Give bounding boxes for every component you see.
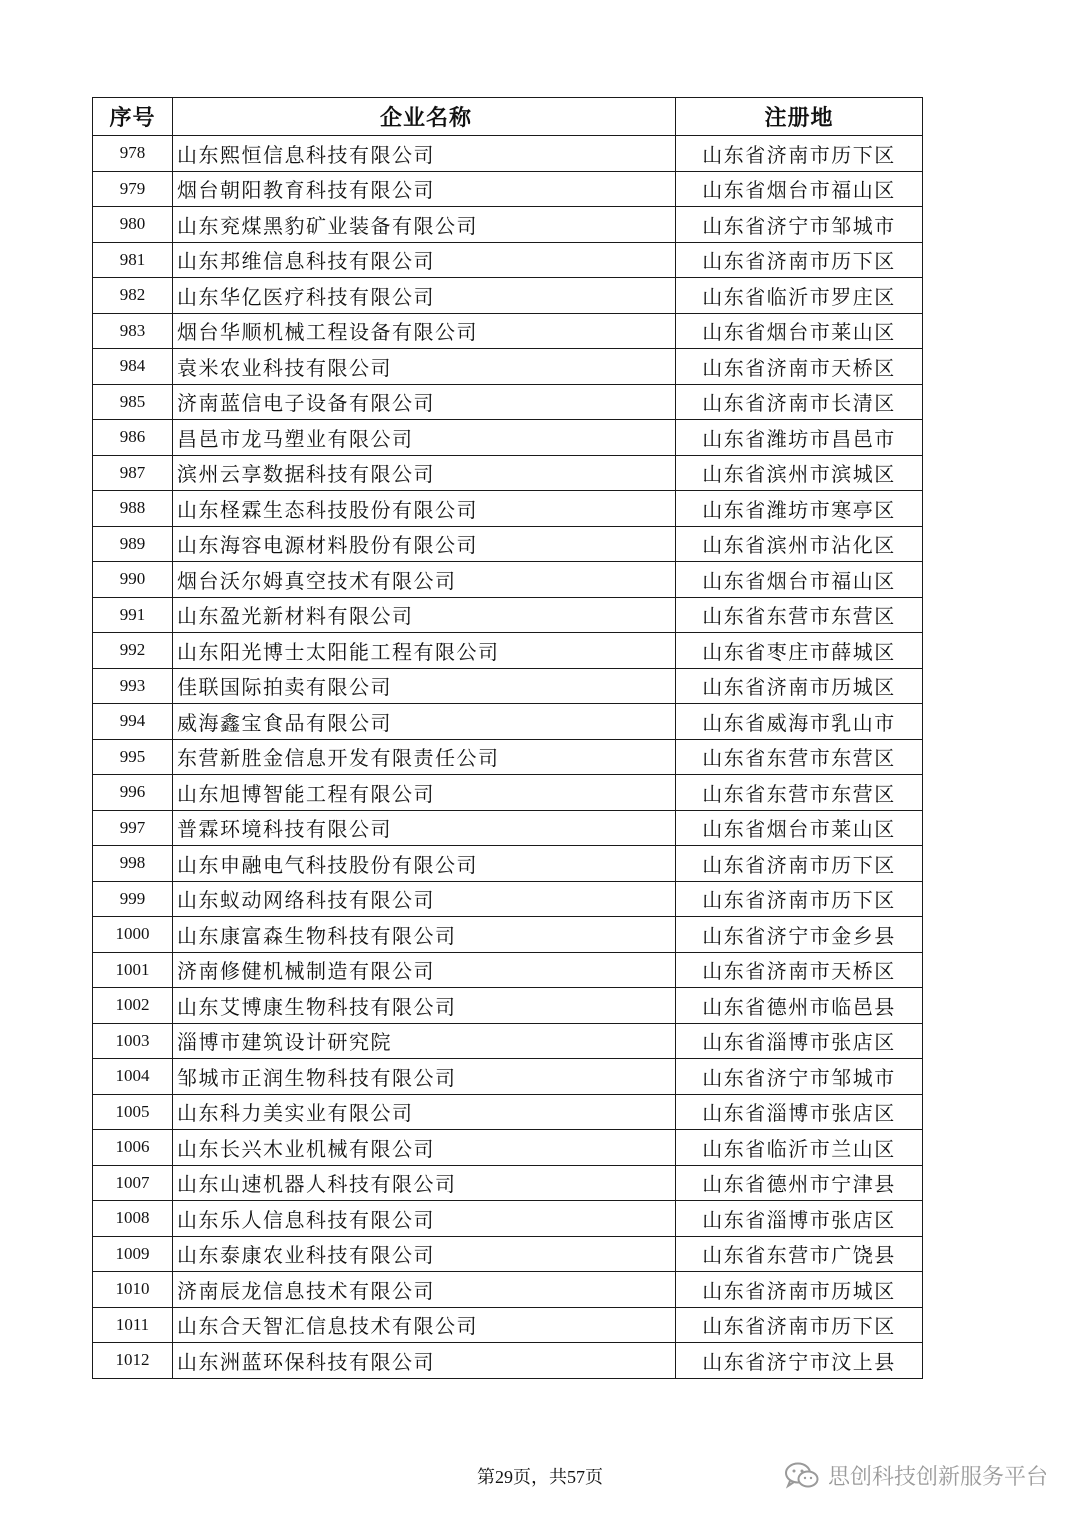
- company-name: 山东蚁动网络科技有限公司: [173, 881, 676, 917]
- company-name: 烟台沃尔姆真空技术有限公司: [173, 562, 676, 598]
- wechat-icon: [784, 1461, 820, 1491]
- company-name: 山东申融电气科技股份有限公司: [173, 846, 676, 882]
- company-name: 山东华亿医疗科技有限公司: [173, 278, 676, 314]
- registered-location: 山东省临沂市罗庄区: [676, 278, 923, 314]
- table-row: [93, 704, 923, 740]
- registered-location: 山东省淄博市张店区: [676, 1023, 923, 1059]
- company-name: 山东邦维信息科技有限公司: [173, 242, 676, 278]
- company-name: 滨州云享数据科技有限公司: [173, 455, 676, 491]
- row-index: 996: [93, 775, 173, 811]
- row-index: 1011: [93, 1307, 173, 1343]
- header-company-name: 企业名称: [173, 98, 676, 136]
- row-index: 992: [93, 633, 173, 669]
- row-index: 998: [93, 846, 173, 882]
- row-index: 985: [93, 384, 173, 420]
- registered-location: 山东省临沂市兰山区: [676, 1130, 923, 1166]
- table-row: [93, 1272, 923, 1308]
- company-name: 济南辰龙信息技术有限公司: [173, 1272, 676, 1308]
- registered-location: 山东省东营市广饶县: [676, 1236, 923, 1272]
- row-index: 995: [93, 739, 173, 775]
- row-index: 982: [93, 278, 173, 314]
- registered-location: 山东省枣庄市薛城区: [676, 633, 923, 669]
- table-row: [93, 207, 923, 243]
- row-index: 980: [93, 207, 173, 243]
- table-row: [93, 313, 923, 349]
- registered-location: 山东省烟台市莱山区: [676, 313, 923, 349]
- row-index: 988: [93, 491, 173, 527]
- row-index: 983: [93, 313, 173, 349]
- company-name: 山东阳光博士太阳能工程有限公司: [173, 633, 676, 669]
- row-index: 986: [93, 420, 173, 456]
- page-number: 第29页，共57页: [477, 1467, 603, 1487]
- row-index: 993: [93, 668, 173, 704]
- registered-location: 山东省济南市历下区: [676, 242, 923, 278]
- table-row: [93, 952, 923, 988]
- row-index: 981: [93, 242, 173, 278]
- table-row: [93, 384, 923, 420]
- table-row: [93, 739, 923, 775]
- registered-location: 山东省济宁市金乡县: [676, 917, 923, 953]
- registered-location: 山东省滨州市沾化区: [676, 526, 923, 562]
- table-row: [93, 846, 923, 882]
- registered-location: 山东省济宁市邹城市: [676, 207, 923, 243]
- row-index: 979: [93, 171, 173, 207]
- company-name: 山东艾博康生物科技有限公司: [173, 988, 676, 1024]
- row-index: 990: [93, 562, 173, 598]
- row-index: 991: [93, 597, 173, 633]
- table-row: [93, 597, 923, 633]
- registered-location: 山东省烟台市福山区: [676, 171, 923, 207]
- registered-location: 山东省济南市历下区: [676, 1307, 923, 1343]
- registered-location: 山东省淄博市张店区: [676, 1094, 923, 1130]
- registered-location: 山东省潍坊市寒亭区: [676, 491, 923, 527]
- table-row: [93, 1201, 923, 1237]
- row-index: 989: [93, 526, 173, 562]
- table-row: [93, 171, 923, 207]
- company-name: 昌邑市龙马塑业有限公司: [173, 420, 676, 456]
- row-index: 1009: [93, 1236, 173, 1272]
- table-row: [93, 1236, 923, 1272]
- registered-location: 山东省济南市长清区: [676, 384, 923, 420]
- registered-location: 山东省德州市临邑县: [676, 988, 923, 1024]
- table-row: [93, 810, 923, 846]
- registered-location: 山东省济南市天桥区: [676, 349, 923, 385]
- company-name: 山东洲蓝环保科技有限公司: [173, 1343, 676, 1379]
- table-row: [93, 1165, 923, 1201]
- registered-location: 山东省东营市东营区: [676, 597, 923, 633]
- registered-location: 山东省济南市历下区: [676, 136, 923, 172]
- table-row: [93, 988, 923, 1024]
- company-name: 山东旭博智能工程有限公司: [173, 775, 676, 811]
- table-row: [93, 455, 923, 491]
- header-registered-location: 注册地: [676, 98, 923, 136]
- company-name: 山东康富森生物科技有限公司: [173, 917, 676, 953]
- company-name: 山东乐人信息科技有限公司: [173, 1201, 676, 1237]
- table-row: [93, 668, 923, 704]
- registered-location: 山东省济宁市汶上县: [676, 1343, 923, 1379]
- watermark-text: 思创科技创新服务平台: [827, 1465, 1048, 1490]
- table-row: [93, 1059, 923, 1095]
- registered-location: 山东省济南市历城区: [676, 1272, 923, 1308]
- company-name: 山东兖煤黑豹矿业装备有限公司: [173, 207, 676, 243]
- company-name: 山东长兴木业机械有限公司: [173, 1130, 676, 1166]
- table-row: [93, 775, 923, 811]
- registered-location: 山东省德州市宁津县: [676, 1165, 923, 1201]
- row-index: 1008: [93, 1201, 173, 1237]
- registered-location: 山东省淄博市张店区: [676, 1201, 923, 1237]
- row-index: 1004: [93, 1059, 173, 1095]
- table-row: [93, 1094, 923, 1130]
- company-name: 济南蓝信电子设备有限公司: [173, 384, 676, 420]
- company-name: 山东海容电源材料股份有限公司: [173, 526, 676, 562]
- table-row: [93, 349, 923, 385]
- table-row: [93, 881, 923, 917]
- company-name: 山东柽霖生态科技股份有限公司: [173, 491, 676, 527]
- header-index: 序号: [93, 98, 173, 136]
- row-index: 1007: [93, 1165, 173, 1201]
- company-name: 山东合天智汇信息技术有限公司: [173, 1307, 676, 1343]
- registered-location: 山东省济宁市邹城市: [676, 1059, 923, 1095]
- table-row: [93, 1307, 923, 1343]
- row-index: 997: [93, 810, 173, 846]
- company-name: 山东山速机器人科技有限公司: [173, 1165, 676, 1201]
- row-index: 1000: [93, 917, 173, 953]
- company-name: 淄博市建筑设计研究院: [173, 1023, 676, 1059]
- row-index: 999: [93, 881, 173, 917]
- company-name: 山东科力美实业有限公司: [173, 1094, 676, 1130]
- table-row: [93, 420, 923, 456]
- row-index: 1006: [93, 1130, 173, 1166]
- table-header-row: [93, 98, 923, 136]
- company-name: 山东盈光新材料有限公司: [173, 597, 676, 633]
- registered-location: 山东省济南市天桥区: [676, 952, 923, 988]
- company-name: 普霖环境科技有限公司: [173, 810, 676, 846]
- company-name: 威海鑫宝食品有限公司: [173, 704, 676, 740]
- row-index: 1003: [93, 1023, 173, 1059]
- table-row: [93, 242, 923, 278]
- registered-location: 山东省东营市东营区: [676, 739, 923, 775]
- row-index: 994: [93, 704, 173, 740]
- table-row: [93, 1130, 923, 1166]
- company-name: 济南修健机械制造有限公司: [173, 952, 676, 988]
- table-row: [93, 1023, 923, 1059]
- table-row: [93, 491, 923, 527]
- row-index: 1001: [93, 952, 173, 988]
- company-table: [92, 97, 923, 1379]
- company-name: 山东熙恒信息科技有限公司: [173, 136, 676, 172]
- registered-location: 山东省济南市历下区: [676, 846, 923, 882]
- table-row: [93, 278, 923, 314]
- table-row: [93, 917, 923, 953]
- row-index: 984: [93, 349, 173, 385]
- registered-location: 山东省烟台市莱山区: [676, 810, 923, 846]
- registered-location: 山东省济南市历下区: [676, 881, 923, 917]
- company-name: 邹城市正润生物科技有限公司: [173, 1059, 676, 1095]
- registered-location: 山东省东营市东营区: [676, 775, 923, 811]
- company-name: 东营新胜金信息开发有限责任公司: [173, 739, 676, 775]
- row-index: 978: [93, 136, 173, 172]
- company-name: 山东泰康农业科技有限公司: [173, 1236, 676, 1272]
- table-row: [93, 633, 923, 669]
- row-index: 1012: [93, 1343, 173, 1379]
- company-name: 佳联国际拍卖有限公司: [173, 668, 676, 704]
- company-name: 烟台朝阳教育科技有限公司: [173, 171, 676, 207]
- row-index: 987: [93, 455, 173, 491]
- company-name: 袁米农业科技有限公司: [173, 349, 676, 385]
- watermark: [784, 1460, 1048, 1491]
- table-row: [93, 526, 923, 562]
- table-row: [93, 136, 923, 172]
- company-name: 烟台华顺机械工程设备有限公司: [173, 313, 676, 349]
- registered-location: 山东省烟台市福山区: [676, 562, 923, 598]
- registered-location: 山东省潍坊市昌邑市: [676, 420, 923, 456]
- registered-location: 山东省济南市历城区: [676, 668, 923, 704]
- table-row: [93, 562, 923, 598]
- row-index: 1005: [93, 1094, 173, 1130]
- table-row: [93, 1343, 923, 1379]
- registered-location: 山东省威海市乳山市: [676, 704, 923, 740]
- row-index: 1002: [93, 988, 173, 1024]
- registered-location: 山东省滨州市滨城区: [676, 455, 923, 491]
- row-index: 1010: [93, 1272, 173, 1308]
